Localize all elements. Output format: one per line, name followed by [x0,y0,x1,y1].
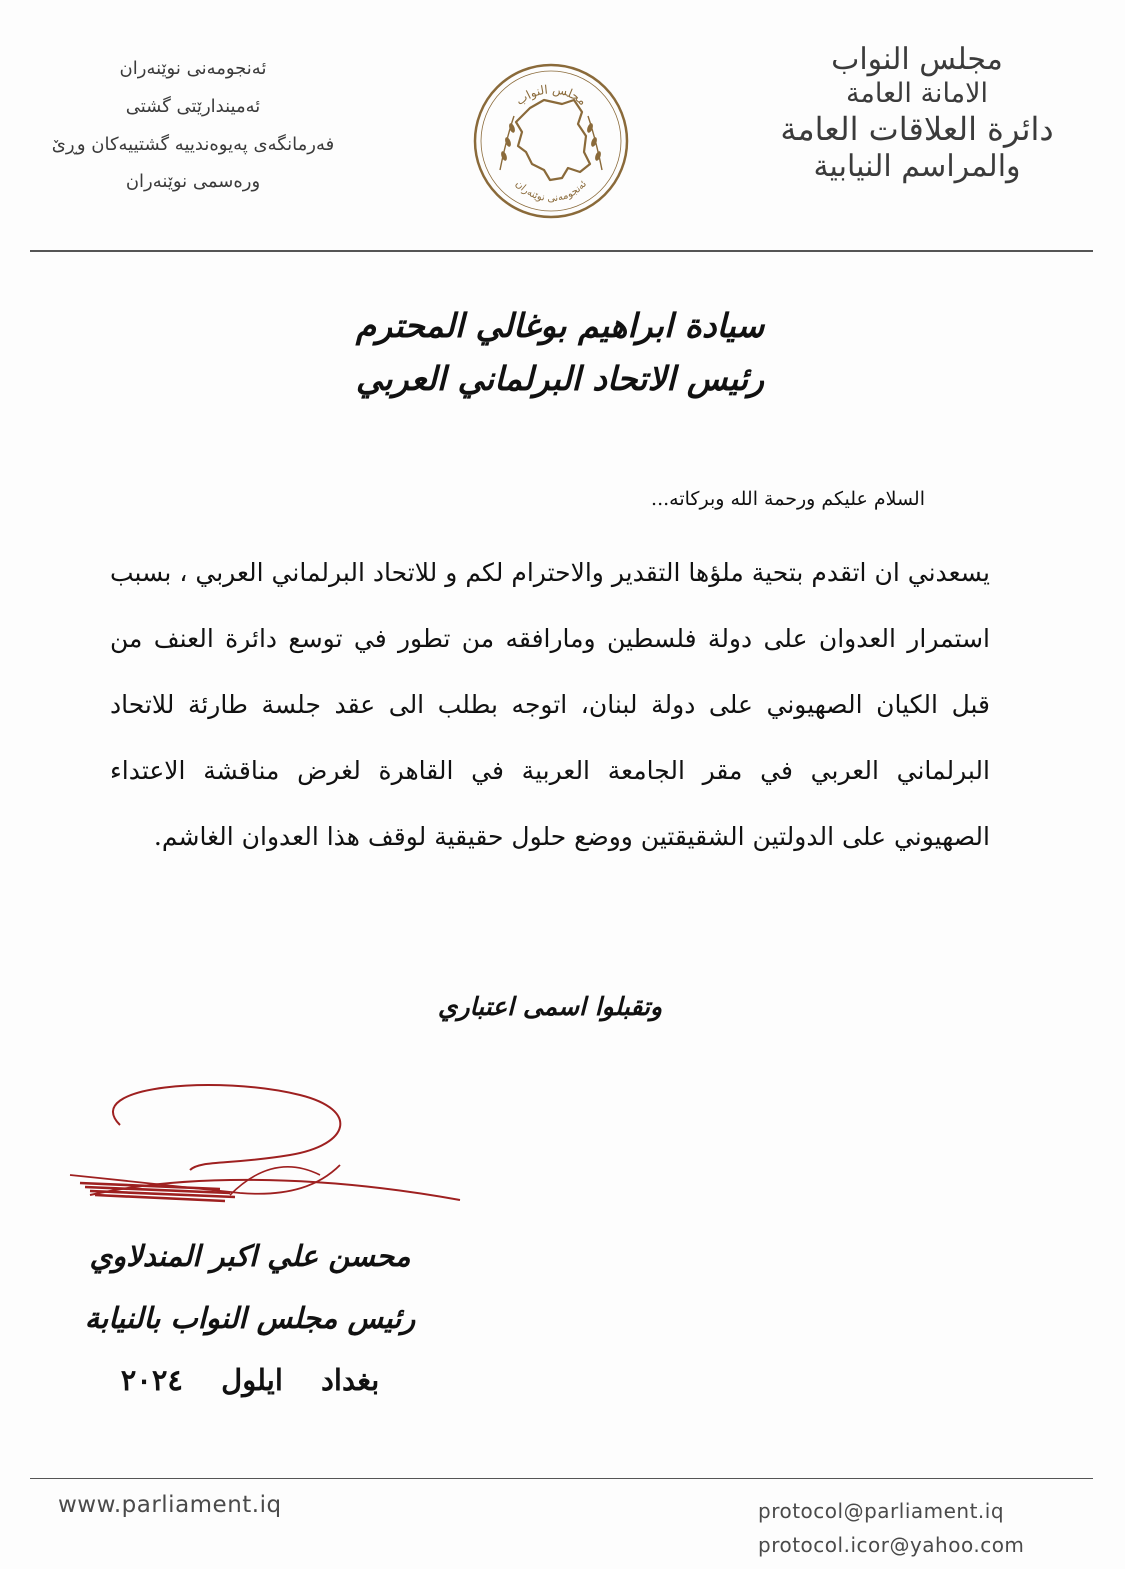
footer-website[interactable]: www.parliament.iq [58,1492,282,1518]
signer-name: محسن علي اكبر المندلاوي [89,1239,411,1273]
date-line [50,1349,450,1411]
header-arabic-line: دائرة العلاقات العامة [780,110,1054,149]
header-kurdish-line: ئەنجومەنی نوێنەران [119,58,267,79]
addressee-block [280,300,840,406]
footer-email-secondary[interactable]: protocol.icor@yahoo.com [758,1533,1025,1557]
footer-email-primary[interactable]: protocol@parliament.iq [758,1499,1005,1523]
footer-divider [30,1478,1093,1479]
letter-body: يسعدني ان اتقدم بتحية ملؤها التقدير والاحترام لكم و للاتحاد البرلماني العربي ، بسبب استمرار العدوان على دولة فلسطين ومارافقه من تطور في توسع دائرة العنف من قبل الكيان الصهيوني على دولة لبنان، اتوجه بطلب الى عقد جلسة طارئة للاتحاد البرلماني العربي في مقر الجامعة العربية في القاهرة لغرض مناقشة الاعتداء الصهيوني على الدولتين الشقيقتين ووضع حلول حقيقية لوقف هذا العدوان الغاشم. [110,558,990,851]
svg-text:ئەنجومەنی نوێنەران [513,179,589,205]
date-city: بغداد [321,1363,380,1397]
seal-text-bottom: ئەنجومەنی نوێنەران [512,178,590,205]
signer-block [50,1225,450,1411]
header-arabic [767,42,1067,185]
addressee-name: سيادة ابراهيم بوغالي المحترم [355,306,765,345]
header-kurdish [28,50,358,201]
header-kurdish-line: ئەمیندارێتی گشتی [125,95,261,117]
header-arabic-line: الامانة العامة [845,78,989,109]
footer-emails [758,1494,1024,1562]
svg-text:مجلس النواب [513,82,589,108]
signer-title: رئيس مجلس النواب بالنيابة [84,1301,416,1335]
date-month: ايلول [221,1363,283,1397]
header-divider [30,250,1093,252]
parliament-seal-icon [470,60,632,222]
addressee-title: رئيس الاتحاد البرلماني العربي [355,358,765,398]
header-kurdish-line: ورەسمی نوێنەران [125,171,261,193]
closing-line: وتقبلوا اسمى اعتباري [437,992,663,1021]
header-arabic-line: والمراسم النيابية [813,148,1021,184]
header-kurdish-line: فەرمانگەی پەیوەندییە گشتییەکان وڕێ [51,133,335,155]
seal-text-top: مجلس النواب [513,82,590,109]
greeting: السلام عليكم ورحمة الله وبركاته... [651,488,925,510]
handwritten-signature [60,1065,480,1225]
date-year: ٢٠٢٤ [120,1363,184,1397]
header-arabic-line: مجلس النواب [831,42,1003,77]
